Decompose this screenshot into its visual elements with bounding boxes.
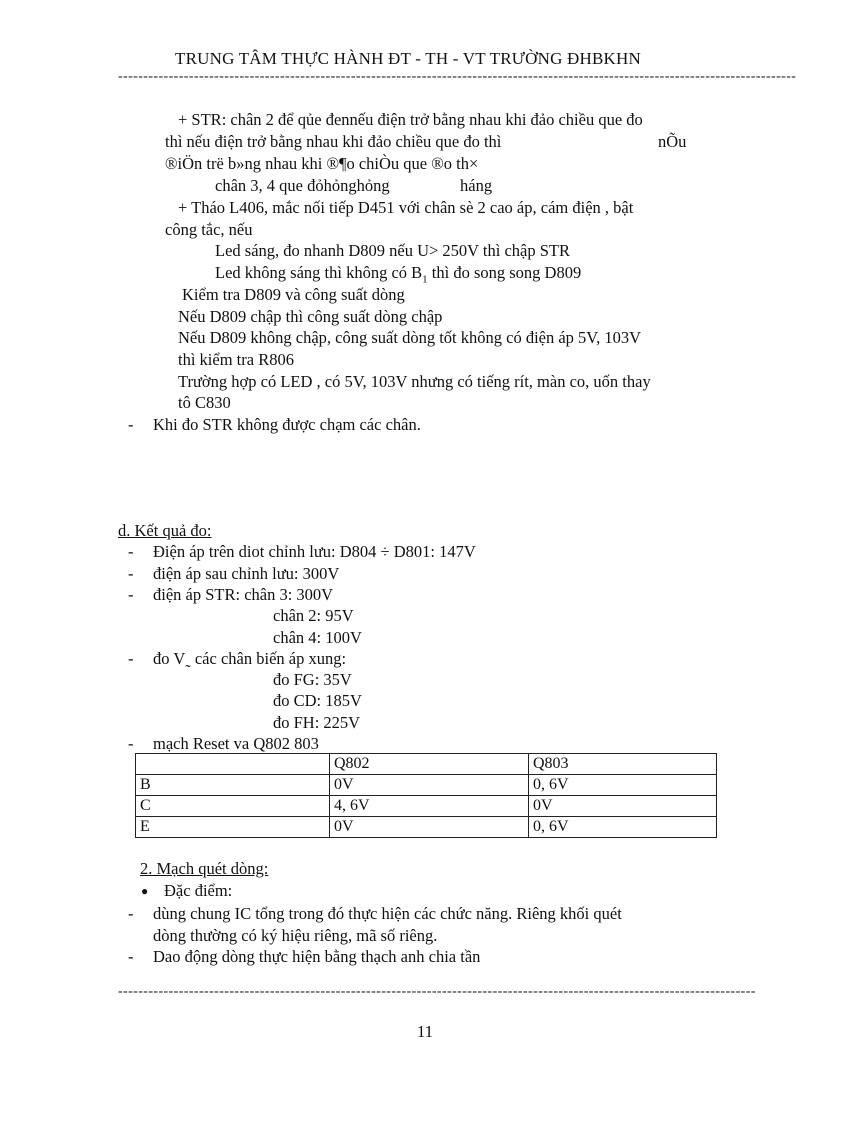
- results-dash-2: -: [128, 564, 134, 583]
- feature-heading: Đặc điểm:: [164, 881, 233, 900]
- table-cell: Q802: [330, 754, 529, 775]
- section-2-dash-2: -: [128, 947, 134, 966]
- str-line-2: thì nếu điện trở bằng nhau khi đảo chiều que đo thì: [165, 132, 502, 151]
- result-2: điện áp sau chỉnh lưu: 300V: [153, 564, 340, 583]
- str-line-15: Khi đo STR không được chạm các chân.: [153, 415, 421, 434]
- table-cell: B: [136, 775, 330, 796]
- results-dash-4: -: [128, 649, 134, 668]
- table-cell: [136, 754, 330, 775]
- section-2-dash-1: -: [128, 904, 134, 923]
- str-dash: -: [128, 415, 134, 434]
- table-row: [136, 796, 717, 817]
- str-line-6: công tắc, nếu: [165, 220, 253, 239]
- str-line-8-sub: 1: [422, 273, 428, 286]
- reset-table: [135, 753, 717, 838]
- str-line-4: chân 3, 4 que đỏhỏnghỏng: [215, 176, 390, 195]
- results-dash-5: -: [128, 734, 134, 753]
- str-line-11: Nếu D809 không chập, công suất dòng tốt không có điện áp 5V, 103V: [178, 328, 642, 347]
- table-row: [136, 775, 717, 796]
- table-cell: 0, 6V: [529, 775, 717, 796]
- table-cell: C: [136, 796, 330, 817]
- str-line-8b: thì đo song song D809: [427, 263, 582, 282]
- table-cell: 4, 6V: [330, 796, 529, 817]
- result-1: Điện áp trên diot chỉnh lưu: D804 ÷ D801: 147V: [153, 542, 476, 561]
- str-line-7: Led sáng, đo nhanh D809 nếu U> 250V thì chập STR: [215, 241, 570, 260]
- feature-1b: dòng thường có ký hiệu riêng, mã số riêng.: [153, 926, 438, 945]
- result-4: đo V˷ các chân biến áp xung:: [153, 649, 347, 668]
- str-line-13: Trường hợp có LED , có 5V, 103V nhưng có tiếng rít, màn co, uốn thay: [178, 372, 651, 391]
- table-row: [136, 817, 717, 838]
- table-cell: 0V: [330, 775, 529, 796]
- footer-rule: ------------------------------------------------------------------------------------------------------------------------------: [118, 984, 756, 999]
- results-dash-3: -: [128, 585, 134, 604]
- str-line-5: + Tháo L406, mắc nối tiếp D451 với chân sè 2 cao áp, cám điện , bật: [178, 198, 634, 217]
- page-header: TRUNG TÂM THỰC HÀNH ĐT - TH - VT TRƯỜNG ĐHBKHN: [175, 49, 641, 68]
- str-line-10: Nếu D809 chập thì công suất dòng chập: [178, 307, 443, 326]
- results-dash-1: -: [128, 542, 134, 561]
- str-line-3: ®iÖn trë b»ng nhau khi ®¶o chiÒu que ®o th×: [165, 154, 479, 173]
- table-header-row: [136, 754, 717, 775]
- table-cell: Q803: [529, 754, 717, 775]
- page-number: 11: [416, 1022, 434, 1041]
- table-cell: E: [136, 817, 330, 838]
- str-line-4b: háng: [460, 176, 493, 195]
- bullet-icon: ●: [141, 884, 149, 898]
- feature-1a: dùng chung IC tổng trong đó thực hiện các chức năng. Riêng khối quét: [153, 904, 622, 923]
- result-5: mạch Reset va Q802 803: [153, 734, 319, 753]
- str-line-8a: Led không sáng thì không có B: [215, 263, 423, 282]
- table-cell: 0V: [529, 796, 717, 817]
- table-cell: 0V: [330, 817, 529, 838]
- results-title: d. Kết quả đo:: [118, 521, 212, 540]
- result-3: điện áp STR: chân 3: 300V: [153, 585, 334, 604]
- result-4d: đo FH: 225V: [273, 713, 361, 732]
- str-line-1: + STR: chân 2 để qủe đennếu điện trở bằng nhau khi đảo chiều que đo: [178, 110, 643, 129]
- result-3b: chân 2: 95V: [273, 606, 354, 625]
- str-line-9: Kiểm tra D809 và công suất dòng: [182, 285, 405, 304]
- header-rule: --------------------------------------------------------------------------------------------------------------------------------------: [118, 69, 797, 84]
- result-4c: đo CD: 185V: [273, 691, 362, 710]
- section-2-title: 2. Mạch quét dòng:: [140, 859, 269, 878]
- str-line-14: tô C830: [178, 393, 231, 412]
- str-line-2b: nÕu: [658, 132, 687, 151]
- result-3c: chân 4: 100V: [273, 628, 362, 647]
- table-cell: 0, 6V: [529, 817, 717, 838]
- result-4b: đo FG: 35V: [273, 670, 352, 689]
- str-line-12: thì kiểm tra R806: [178, 350, 294, 369]
- feature-2: Dao động dòng thực hiện bằng thạch anh chia tần: [153, 947, 481, 966]
